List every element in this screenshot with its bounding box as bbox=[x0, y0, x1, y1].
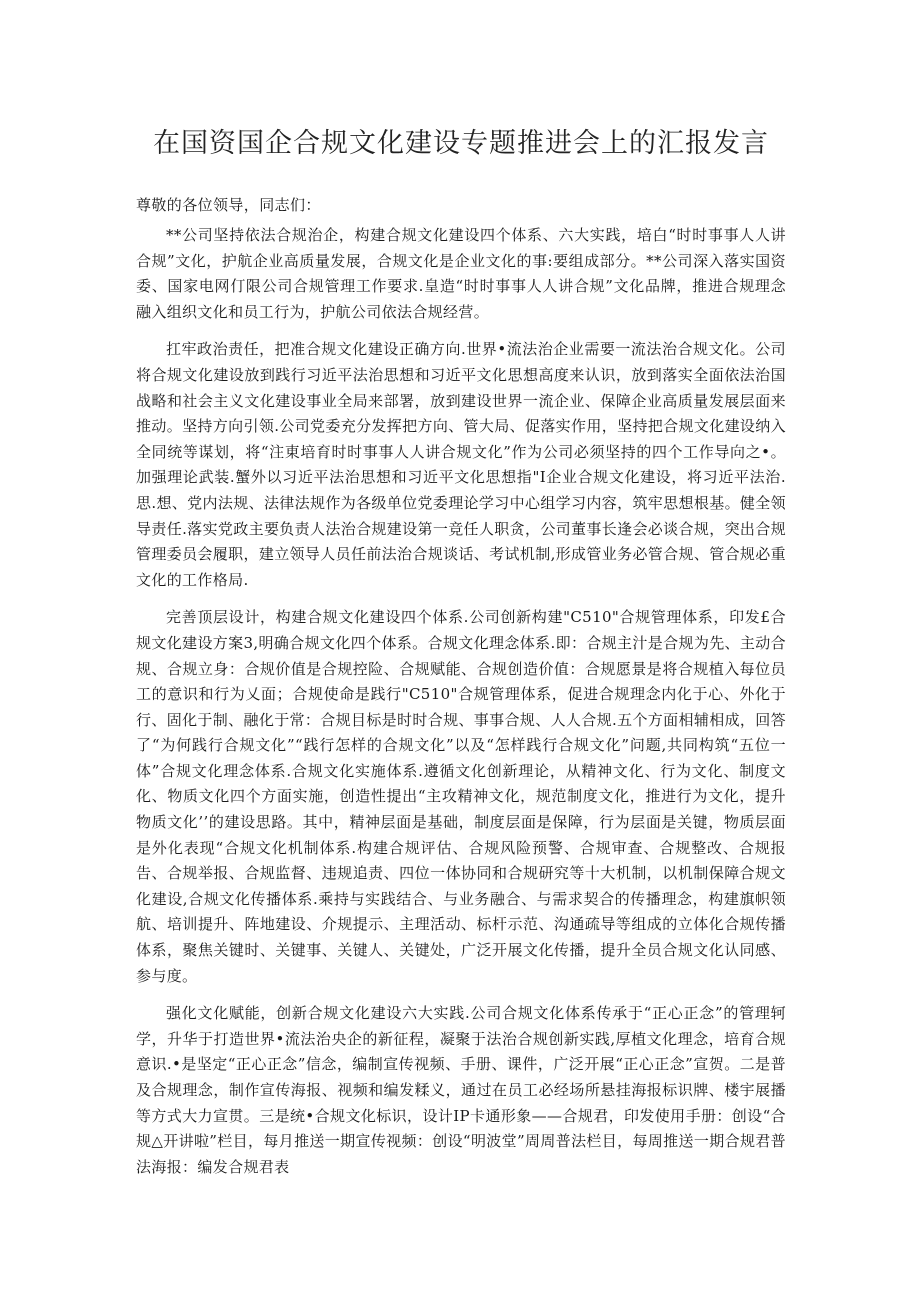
paragraph-political-responsibility: 扛牢政治责任，把准合规文化建设正确方向.世界•流法治企业需要一流法治合规文化。公司将合规文化建设放到践行习近平法治思想和习近平文化思想高度来认识，放到落实全面依法治国战略和社会主义文化建设事业全局来部署，放到建设世界一流企业、保障企业高质量发展层面来推动。坚持方向引领.公司党委充分发挥把方向、管大局、促落实作用，坚持把合规文化建设纳入全同统等谋划，将“注東培育时时事事人人讲合规文化”作为公司必须坚持的四个工作导向之•。加强理论武装.蟹外以习近平法治思想和习近平文化思想指"I企业合规文化建设，将习近平法治.思.想、党内法规、法律法规作为各级单位党委理论学习中心组学习内容，筑牢思想根基。健全领导责任.落实党政主要负责人法治合规建设第一竞任人职贪，公司董事长逢会必谈合规，突出合规管理委员会履职，建立领导人员任前法治合规谈话、考试机制,形成管业务必管合规、管合规必重文化的工作格局. bbox=[136, 340, 786, 589]
paragraph-top-level-design: 完善顶层设计，构建合规文化建设四个体系.公司创新构建"C510"合规管理体系，印发£合规文化建设方案3,明确合规文化四个体系。合规文化理念体系.即：合规主汁是合规为先、主动合规、合规立身：合规价值是合规控险、合规赋能、合规创造价值：合规愿景是将合规植入每位员工的意识和行为乂面；合规使命是践行"C510"合规管理体系，促进合规理念内化于心、外化于行、固化于制、融化于常：合规目标是时时合规、事事合规、人人合规.五个方面相辅相成，回答了“为何践行合规文化”“践行怎样的合规文化”以及“怎样践行合规文化”问题,共同构筑“五位一体”合规文化理念体系.合规文化实施体系.遵循文化创新理论，从精神文化、行为文化、制度文化、物质文化四个方面实施，创造性提出“主攻精神文化，规范制度文化，推进行为文化，提升物质文化’’的建设思路。其中，精神层面是基础，制度层面是保障，行为层面是关键，物质层面是外化表现“合规文化机制体系.构建合规评估、合规风险预警、合规审查、合规整改、合规报告、合规举报、合规监督、违规追责、四位一体协同和合规研究等十大机制，以机制保障合规文化建设,合规文化传播体系.乘持与实践结合、与业务融合、与需求契合的传播理念，构建旗帜领航、培训提升、阵地建设、介规提示、主理活动、标杆示范、沟通疏导等组成的立体化合规传播体系，聚焦关键时、关键事、关键人、关键处，广泛开展文化传播，提升全员合规文化认同感、参与度。 bbox=[136, 608, 786, 985]
paragraph-intro: **公司坚持依法合规治企，构建合规文化建设四个体系、六大实践，培白“时时事事人人讲合规”文化，护航企业高质量发展，合规文化是企业文化的事:要组成部分。**公司深入落实国资委、国家电网仃限公司合规管理工作要求.皇造“时时事事人人讲合规”文化品牌，推进合规理念融入组织文化和员工行为，护航公司依法合规经营。 bbox=[136, 226, 786, 321]
document-page bbox=[136, 118, 786, 1192]
paragraph-cultural-empowerment: 强化文化赋能，创新合规文化建设六大实践.公司合规文化体系传承于“正心正念”的管理轲学，升华于打造世界•流法治央企的新征程，凝聚于法治合规创新实践,厚植文化理念，培育合规意识.•是坚定“正心正念”信念，编制宣传视频、手册、课件，广泛开展“正心正念”宣贺。二是普及合规理念，制作宣传海报、视频和编发糅义，通过在员工必经场所悬挂海报标识牌、楼宇展播等方式大力宣贯。三是统•合规文化标识，设计IP卡通形象——合规君，印发使用手册：创设“合规△开讲啦”栏目，每月推送一期宣传视频：创设“明波堂”周周普法栏目，每周推送一期合规君普法海报：编发合规君表 bbox=[136, 1004, 786, 1176]
salutation: 尊敬的各位领导，同志们： bbox=[136, 196, 321, 214]
document-title: 在国资国企合规文化建设专题推进会上的汇报发言 bbox=[153, 128, 769, 159]
